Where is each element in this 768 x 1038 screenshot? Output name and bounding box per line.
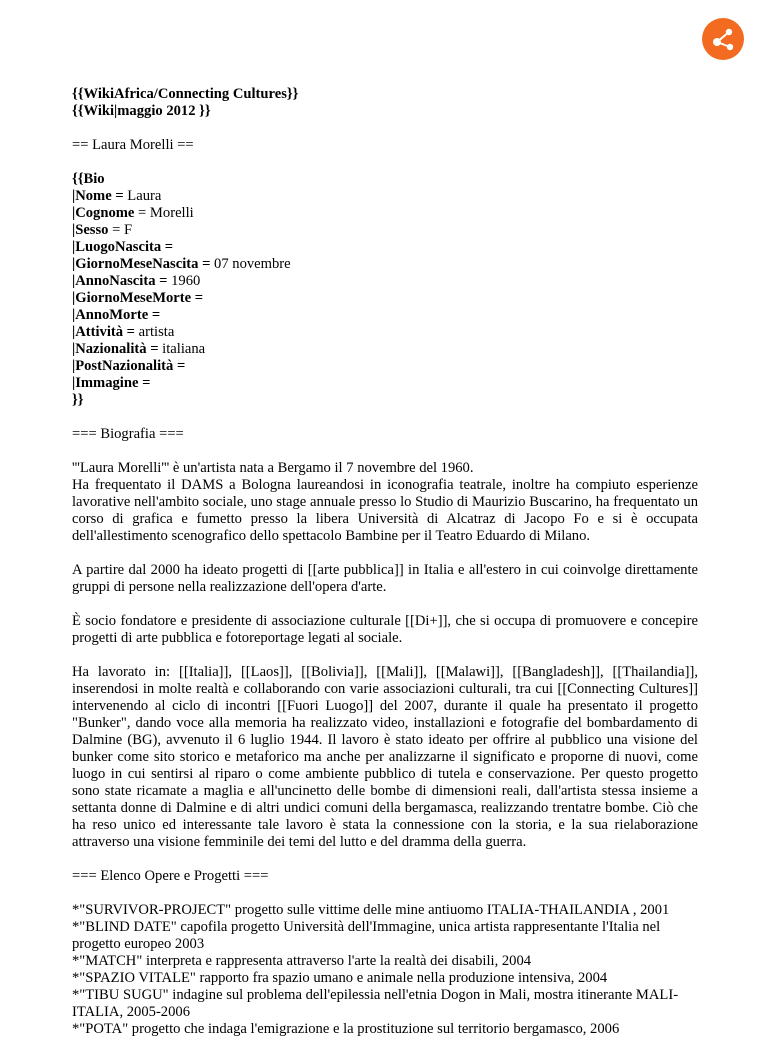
bio-field-annonascita: |AnnoNascita = 1960 xyxy=(72,273,201,289)
list-item: *"POTA" progetto che indaga l'emigrazione e la prostituzione sul territorio bergamasco, 2006 xyxy=(72,1021,620,1037)
biografia-paragraph-1 xyxy=(72,460,698,545)
logo-circle xyxy=(702,18,744,60)
logo-node-2 xyxy=(726,29,732,35)
biografia-paragraph-3: È socio fondatore e presidente di associazione culturale [[Di+]], che si occupa di promuovere e concepire progetti di arte pubblica e fotoreportage legati al sociale. xyxy=(72,613,698,646)
bio-field-cognome: |Cognome = Morelli xyxy=(72,205,194,221)
bio-field-giornomesenascita: |GiornoMeseNascita = 07 novembre xyxy=(72,256,291,272)
list-item: *"SPAZIO VITALE" rapporto fra spazio umano e animale nella produzione intensiva, 2004 xyxy=(72,970,608,986)
bio-field-nazionalita: |Nazionalità = italiana xyxy=(72,341,206,357)
page-title: == Laura Morelli == xyxy=(72,137,194,153)
biografia-intro-rest: Ha frequentato il DAMS a Bologna laureandosi in iconografia teatrale, inoltre ha compiuto esperienze lavorative nell'ambito sociale, uno stage annuale presso lo Studio di Maurizio Buscarino, ha frequentato un corso di grafica e fumetto presso la libera Università di Alcatraz di Jacopo Fo e si è occupata dell'allestimento scenografico dello spettacolo Bambine per il Teatro Eduardo di Milano. xyxy=(72,477,698,544)
bio-field-nome: |Nome = Laura xyxy=(72,188,162,204)
bio-field-postnazionalita: |PostNazionalità = xyxy=(72,358,186,374)
biografia-paragraph-2: A partire dal 2000 ha ideato progetti di [[arte pubblica]] in Italia e all'estero in cui coinvolge direttamente gruppi di persone nella realizzazione dell'opera d'arte. xyxy=(72,562,698,595)
document-page xyxy=(72,86,698,1038)
bio-template xyxy=(72,171,698,409)
biografia-intro-line: '''Laura Morelli''' è un'artista nata a Bergamo il 7 novembre del 1960. xyxy=(72,460,474,476)
bio-field-giornomesemorte: |GiornoMeseMorte = xyxy=(72,290,204,306)
bio-field-immagine: |Immagine = xyxy=(72,375,151,391)
bio-field-luogonascita: |LuogoNascita = xyxy=(72,239,174,255)
biografia-paragraph-4: Ha lavorato in: [[Italia]], [[Laos]], [[Bolivia]], [[Mali]], [[Malawi]], [[Bangladesh]], [[Thailandia]], inserendosi in molte realtà e collaborando con varie associazioni culturali, tra cui [[Connecting Cultures]] intervenendo al ciclo di incontri [[Fuori Luogo]] del 2007, durante il quale ha presentato il progetto "Bunker", dando voce alla memoria ha realizzato video, installazioni e fotografie del bombardamento di Dalmine (BG), avvenuto il 6 luglio 1944. Il lavoro è stato ideato per offrire al pubblico una visione del bunker come sito storico e metaforico ma anche per analizzarne il significato e proporne di nuovi, come luogo in cui sentirsi al riparo o come ambiente pubblico di tutela e conservazione. Per questo progetto sono state ricamate a maglia e all'uncinetto delle bombe di dimensioni reali, dall'artista stessa insieme a settanta donne di Dalmine e di altri undici comuni della bergamasca, realizzando trentatre bombe. Ciò che ha reso unico ed interessante tale lavoro è stata la connessione con la storia, e la sua rielaborazione attraverso una visione femminile dei temi del lutto e del dramma della guerra. xyxy=(72,664,698,850)
list-item: *"SURVIVOR-PROJECT" progetto sulle vittime delle mine antiuomo ITALIA-THAILANDIA , 2001 xyxy=(72,902,670,918)
list-item: *"TIBU SUGU" indagine sul problema dell'epilessia nell'etnia Dogon in Mali, mostra itinerante MALI-ITALIA, 2005-2006 xyxy=(72,987,679,1020)
bio-open: {{Bio xyxy=(72,171,105,187)
header-template-2: {{Wiki|maggio 2012 }} xyxy=(72,103,211,119)
opere-list xyxy=(72,902,698,1038)
logo xyxy=(701,17,745,61)
list-item: *"MATCH" interpreta e rappresenta attraverso l'arte la realtà dei disabili, 2004 xyxy=(72,953,532,969)
list-item: *"BLIND DATE" capofila progetto Università dell'Immagine, unica artista rappresentante l'Italia nel progetto europeo 2003 xyxy=(72,919,661,952)
header-template-1: {{WikiAfrica/Connecting Cultures}} xyxy=(72,86,299,102)
opere-heading: === Elenco Opere e Progetti === xyxy=(72,868,269,884)
bio-close: }} xyxy=(72,392,84,408)
bio-field-sesso: |Sesso = F xyxy=(72,222,133,238)
logo-node-3 xyxy=(727,44,733,50)
logo-node-1 xyxy=(713,38,721,46)
biografia-heading: === Biografia === xyxy=(72,426,184,442)
bio-field-attivita: |Attività = artista xyxy=(72,324,175,340)
share-network-icon xyxy=(701,17,745,61)
bio-field-annomorte: |AnnoMorte = xyxy=(72,307,161,323)
